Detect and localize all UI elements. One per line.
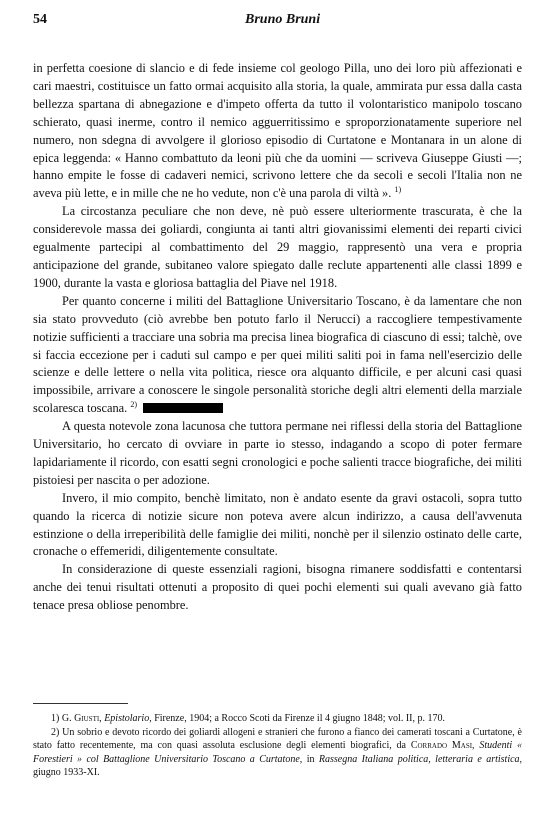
- footnote-separator: [33, 703, 128, 704]
- paragraph-1: [33, 60, 522, 203]
- paragraph-2: La circostanza peculiare che non deve, nè può essere ulteriormente trascurata, è che la considerevole massa dei goliardi, congiunta ai tanti altri giovanissimi elementi dei reparti civici egualmente partecipi al combattimento del 29 maggio, rappresentò una vera e propria anticipazione del grande, subitaneo valore spiegato dalle reclute appartenenti alle classi 1899 e 1900, durante la vasta e gloriosa battaglia del Piave nel 1918.: [33, 204, 522, 290]
- running-head: Bruno Bruni: [245, 12, 321, 27]
- footnote-2-in: in: [306, 753, 315, 765]
- footnote-2-journal: Rassegna Italiana politica, letteraria e artistica,: [318, 753, 523, 765]
- footnote-2-date: giugno 1933-XI.: [33, 767, 100, 779]
- page-number: 54: [33, 12, 47, 27]
- footnote-2: [33, 726, 522, 780]
- footnote-1-rest: Firenze, 1904; a Rocco Scoti da Firenze il 4 giugno 1848; vol. II, p. 170.: [154, 713, 445, 724]
- paragraph-4: A questa notevole zona lacunosa che tuttora permane nei riflessi della storia del Battaglione Universitario, ho cercato di ovviare in parte io stesso, indagando a scopo di poter fermare lapidariamente il ricordo, con esatti segni cronologici e poche salienti tracce biografiche, dei militi pistoiesi per nascita o per adozione.: [33, 419, 522, 487]
- paragraph-3-text: Per quanto concerne i militi del Battaglione Universitario Toscano, è da lamentare che non sia stato provveduto (ciò avrebbe ben potuto farlo il Nerucci) a raccogliere tempestivamente notizie sufficienti a tracciare una sobria ma precisa linea biografica di ciascuno di essi; talchè, ove si faccia eccezione per i caduti sul campo e per quei militi saliti poi in fama nell'esercizio delle scienze e delle lettere o nella vita politica, riesce ora alquanto difficile, e per alcuni casi quasi impossibile, arrivare a conoscere le singole personalità storiche degli altri elementi della marziale scolaresca toscana.: [33, 293, 522, 416]
- footnote-1-title: Epistolario,: [104, 713, 152, 724]
- paragraph-6: In considerazione di queste essenziali ragioni, bisogna rimanere soddisfatti e contentarsi anche dei tenui risultati ottenuti a proposito di quei pochi elementi sui quali avevano già fatto tenace presa obliose penombre.: [33, 562, 522, 613]
- footnote-2-author: Corrado Masi,: [410, 740, 475, 752]
- footnote-ref-2: 2): [130, 400, 138, 410]
- redaction-bar: [143, 403, 223, 413]
- footnote-2-text: Un sobrio e devoto ricordo dei goliardi allogeni e stranieri che furono a fianco dei camerati toscani a Curtatone, è stato fatto recentemente, ma con quasi assoluta esclusione degli elementi biografici, da: [33, 726, 522, 752]
- paragraph-5: Invero, il mio compito, benchè limitato, non è andato esente da gravi ostacoli, sopra tutto quando la ricerca di notizie sicure non poteva avere alcun indirizzo, a causa dell'avvenuta estinzione o della irreperibilità delle famiglie dei militi, nonchè per il silenzio ostinato delle carte, cronache o effemeridi, diligentemente consultate.: [33, 490, 522, 559]
- paragraph-1-text: in perfetta coesione di slancio e di fede insieme col geologo Pilla, uno dei loro più affezionati e cari maestri, costituisce un fatto ormai acquisito alla storia, la quale, ammirata pur essa dalla casta bellezza spartana di abnegazione e d'impeto offerta da tutto il volontaristico manipolo toscano schierato, quasi inerme, contro il nemico agguerritissimo e sproporzionatamente superiore nel numero, non sdegna di avvolgere il glorioso episodio di Curtatone e Montanara in un alone di epica leggenda: « Hanno combattuto da leoni più che da uomini — scriveva Giuseppe Giusti —; hanno empite le fosse di cadaveri nemici, scrivono lettere che da secoli e secoli l'Italia non ne aveva più lette, e in mille che ne ho vedute, non c'è una parola di viltà ».: [33, 61, 522, 201]
- paragraph-3: [33, 293, 522, 418]
- footnote-ref-1: 1): [394, 185, 402, 195]
- footnote-1-author: G. Giusti,: [61, 713, 102, 724]
- footnote-1: [33, 712, 522, 726]
- footnotes: [33, 712, 522, 780]
- body-text: [33, 60, 522, 615]
- footnote-2-title: Studenti « Forestieri » col Battaglione Universitario Toscano a Curtatone,: [33, 740, 522, 765]
- page-header: [33, 12, 521, 34]
- footnote-1-number: 1): [51, 713, 60, 724]
- footnote-2-number: 2): [51, 726, 60, 738]
